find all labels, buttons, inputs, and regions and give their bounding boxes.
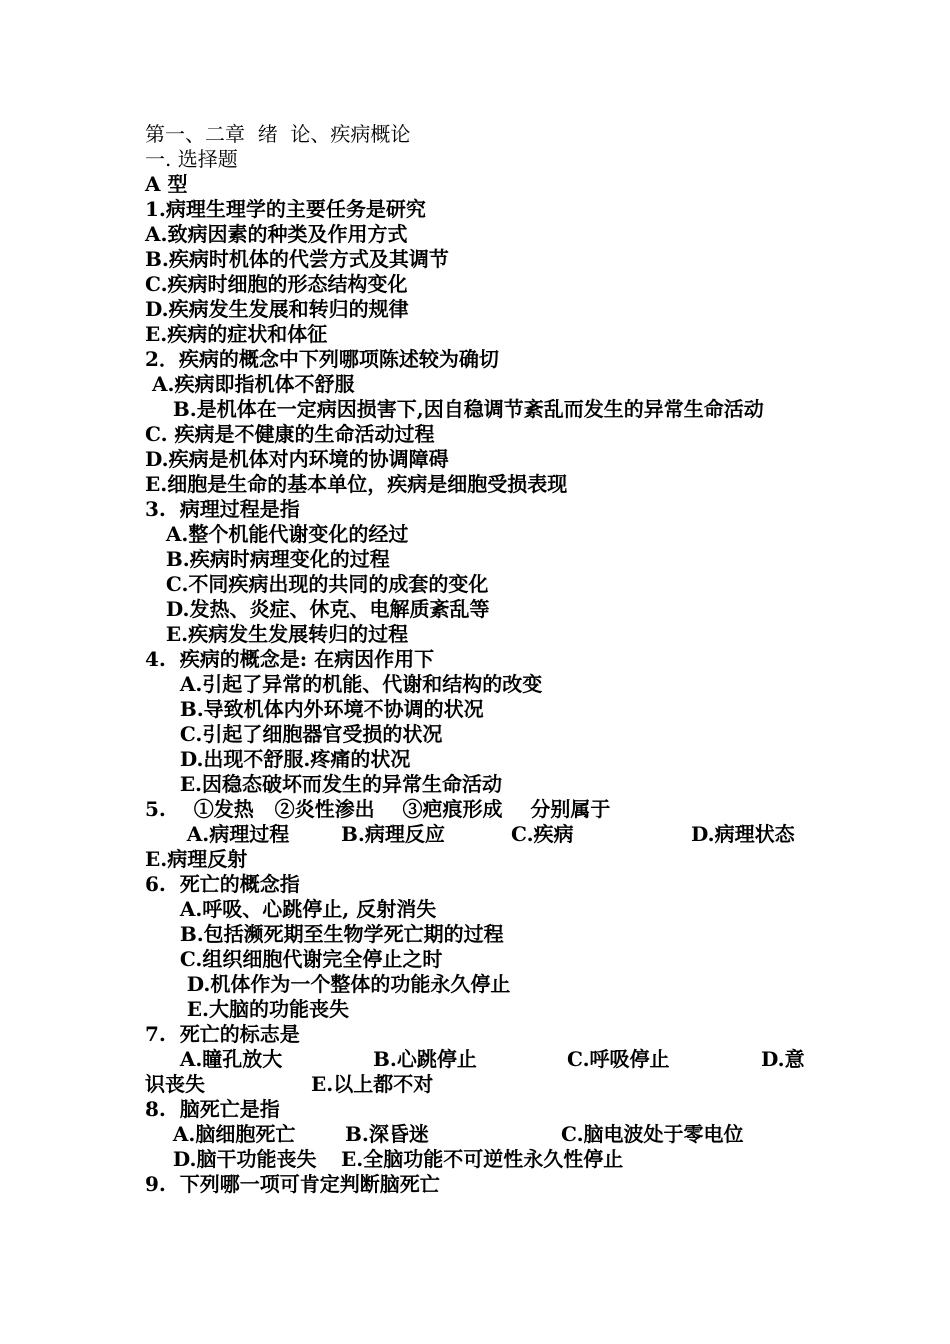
question-8-option-b: B.深昏迷 xyxy=(345,1122,429,1146)
question-1-option-c: C.疾病时细胞的形态结构变化 xyxy=(145,272,408,296)
question-2-option-e: E.细胞是生命的基本单位，疾病是细胞受损表现 xyxy=(145,472,568,496)
question-3-option-e: E.疾病发生发展转归的过程 xyxy=(145,622,409,646)
question-3-option-b: B.疾病时病理变化的过程 xyxy=(145,547,390,571)
question-1-option-a: A.致病因素的种类及作用方式 xyxy=(145,222,408,246)
question-4-stem: 4. 疾病的概念是: 在病因作用下 xyxy=(145,647,435,671)
question-2-option-b: B.是机体在一定病因损害下,因自稳调节紊乱而发生的异常生命活动 xyxy=(145,397,764,421)
question-7-option-d-continued: 识丧失 xyxy=(145,1072,205,1096)
question-8-options-row xyxy=(145,1122,810,1147)
question-8-option-e: E.全脑功能不可逆性永久性停止 xyxy=(341,1147,624,1171)
question-3-option-d: D.发热、炎症、休克、电解质紊乱等 xyxy=(145,597,490,621)
question-7-option-d: D.意 xyxy=(761,1047,805,1071)
question-8-options-row-2 xyxy=(145,1147,810,1172)
question-8-stem: 8. 脑死亡是指 xyxy=(145,1097,280,1121)
section-title: 一. 选择题 xyxy=(145,147,238,171)
question-8-option-a: A.脑细胞死亡 xyxy=(145,1122,296,1146)
question-4-option-d: D.出现不舒服.疼痛的状况 xyxy=(145,747,411,771)
question-3-option-c: C.不同疾病出现的共同的成套的变化 xyxy=(145,572,489,596)
question-5-option-a: A.病理过程 xyxy=(145,822,290,846)
question-2-option-a: A.疾病即指机体不舒服 xyxy=(145,372,355,396)
question-4-option-b: B.导致机体内外环境不协调的状况 xyxy=(145,697,484,721)
question-4-option-a: A.引起了异常的机能、代谢和结构的改变 xyxy=(145,672,543,696)
question-5-options-row xyxy=(145,822,810,847)
question-2-option-d: D.疾病是机体对内环境的协调障碍 xyxy=(145,447,449,471)
question-6-stem: 6. 死亡的概念指 xyxy=(145,872,300,896)
question-1-option-d: D.疾病发生发展和转归的规律 xyxy=(145,297,409,321)
question-7-option-e: E.以上都不对 xyxy=(311,1072,434,1096)
question-6-option-c: C.组织细胞代谢完全停止之时 xyxy=(145,947,443,971)
question-3-option-a: A.整个机能代谢变化的经过 xyxy=(145,522,409,546)
question-6-option-e: E.大脑的功能丧失 xyxy=(145,997,349,1021)
chapter-title: 第一、二章 绪 论、疾病概论 xyxy=(145,122,411,146)
question-7-options-row xyxy=(145,1047,810,1072)
question-2-stem: 2．疾病的概念中下列哪项陈述较为确切 xyxy=(145,347,499,371)
question-3-stem: 3. 病理过程是指 xyxy=(145,497,300,521)
question-4-option-c: C.引起了细胞器官受损的状况 xyxy=(145,722,443,746)
question-5-option-d: D.病理状态 xyxy=(691,822,795,846)
question-7-option-c: C.呼吸停止 xyxy=(567,1047,670,1071)
question-9-stem: 9. 下列哪一项可肯定判断脑死亡 xyxy=(145,1172,440,1196)
question-5-option-e: E.病理反射 xyxy=(145,847,248,871)
question-2-option-c: C. 疾病是不健康的生命活动过程 xyxy=(145,422,435,446)
question-4-option-e: E.因稳态破坏而发生的异常生命活动 xyxy=(145,772,503,796)
question-5-stem: 5. ①发热 ②炎性渗出 ③疤痕形成 分别属于 xyxy=(145,797,611,821)
question-7-option-b: B.心跳停止 xyxy=(373,1047,477,1071)
question-7-stem: 7. 死亡的标志是 xyxy=(145,1022,300,1046)
question-1-stem: 1.病理生理学的主要任务是研究 xyxy=(145,197,426,221)
question-8-option-c: C.脑电波处于零电位 xyxy=(561,1122,744,1146)
question-1-option-b: B.疾病时机体的代尝方式及其调节 xyxy=(145,247,449,271)
question-type-label: A 型 xyxy=(145,172,188,196)
question-6-option-b: B.包括濒死期至生物学死亡期的过程 xyxy=(145,922,504,946)
question-1-option-e: E.疾病的症状和体征 xyxy=(145,322,328,346)
question-6-option-d: D.机体作为一个整体的功能永久停止 xyxy=(145,972,511,996)
question-8-option-d: D.脑干功能丧失 xyxy=(145,1147,317,1171)
document-body xyxy=(145,122,810,1197)
question-5-option-c: C.疾病 xyxy=(511,822,574,846)
question-6-option-a: A.呼吸、心跳停止, 反射消失 xyxy=(145,897,437,921)
question-5-option-b: B.病理反应 xyxy=(341,822,445,846)
question-7-option-a: A.瞳孔放大 xyxy=(145,1047,283,1071)
question-7-options-row-2 xyxy=(145,1072,810,1097)
